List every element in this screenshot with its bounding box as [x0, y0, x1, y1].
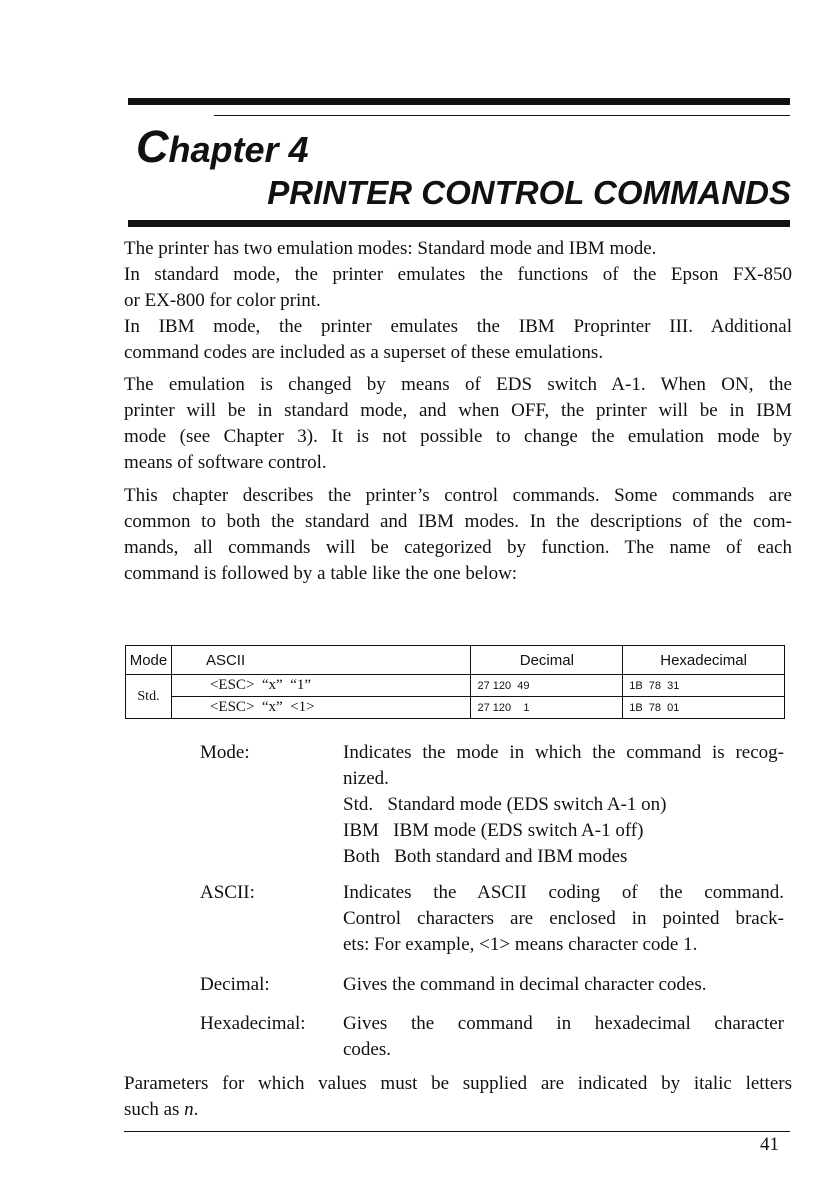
text-line: IBM IBM mode (EDS switch A-1 off) — [343, 820, 644, 841]
text-line: Gives the command in hexadecimal character — [343, 1013, 784, 1034]
text-fragment: . — [193, 1099, 199, 1120]
paragraph-chapter-description — [124, 483, 792, 587]
text-line: nized. — [343, 768, 389, 789]
text-line: Gives the command in decimal character codes. — [343, 974, 707, 995]
chapter-title: PRINTER CONTROL COMMANDS — [267, 174, 791, 211]
table-row — [126, 675, 785, 697]
decimal-cell: 27 120 1 — [471, 697, 623, 719]
desc-mode — [343, 740, 784, 870]
bottom-rule — [124, 1131, 790, 1132]
paragraph-emulation-modes — [124, 236, 792, 366]
text-line — [124, 1097, 792, 1123]
text-line: In IBM mode, the printer emulates the IBM Proprinter III. Additional — [124, 316, 792, 337]
text-line: command codes are included as a superset of these emulations. — [124, 342, 604, 363]
page-number: 41 — [760, 1134, 779, 1155]
header-decimal: Decimal — [471, 646, 623, 675]
table-header-row — [126, 646, 785, 675]
text-line: codes. — [343, 1039, 392, 1060]
title-thick-rule — [128, 220, 790, 227]
ascii-cell: <ESC> “x” “1” — [171, 675, 471, 697]
chapter-heading: Chapter 4 — [136, 121, 309, 172]
table-row — [126, 697, 785, 719]
text-line: Parameters for which values must be supplied are indicated by italic letters — [124, 1073, 792, 1094]
command-format-table — [125, 645, 785, 719]
text-fragment: such as — [124, 1099, 185, 1120]
text-line: The printer has two emulation modes: Standard mode and IBM mode. — [124, 238, 657, 259]
decimal-cell: 27 120 49 — [471, 675, 623, 697]
text-line: Indicates the ASCII coding of the command. — [343, 882, 784, 903]
hex-cell: 1B 78 01 — [623, 697, 785, 719]
desc-decimal — [343, 972, 784, 998]
text-line: Both Both standard and IBM modes — [343, 846, 628, 867]
text-line: command is followed by a table like the one below: — [124, 563, 518, 584]
text-line: or EX-800 for color print. — [124, 290, 321, 311]
header-mode: Mode — [126, 646, 172, 675]
text-line: Control characters are enclosed in pointed brack- — [343, 908, 784, 929]
paragraph-eds-switch — [124, 372, 792, 476]
term-ascii: ASCII: — [200, 882, 255, 903]
desc-ascii — [343, 880, 784, 958]
text-line: mands, all commands will be categorized by function. The name of each — [124, 537, 792, 558]
header-ascii: ASCII — [171, 646, 471, 675]
desc-hexadecimal — [343, 1011, 784, 1063]
ascii-cell: <ESC> “x” <1> — [171, 697, 471, 719]
text-line: common to both the standard and IBM modes. In the descriptions of the com- — [124, 511, 792, 532]
paragraph-parameters — [124, 1071, 792, 1123]
term-hexadecimal: Hexadecimal: — [200, 1013, 306, 1034]
text-line: This chapter describes the printer’s control commands. Some commands are — [124, 485, 792, 506]
text-line: Indicates the mode in which the command is recog- — [343, 742, 784, 763]
text-line: means of software control. — [124, 452, 327, 473]
text-line: ets: For example, <1> means character code 1. — [343, 934, 698, 955]
italic-parameter: n — [184, 1099, 194, 1120]
hex-cell: 1B 78 31 — [623, 675, 785, 697]
text-line: Std. Standard mode (EDS switch A-1 on) — [343, 794, 667, 815]
text-line: The emulation is changed by means of EDS switch A-1. When ON, the — [124, 374, 792, 395]
top-thin-rule — [214, 115, 790, 116]
header-hex: Hexadecimal — [623, 646, 785, 675]
top-thick-rule — [128, 98, 790, 105]
text-line: printer will be in standard mode, and when OFF, the printer will be in IBM — [124, 400, 792, 421]
text-line: mode (see Chapter 3). It is not possible to change the emulation mode by — [124, 426, 792, 447]
text-line: In standard mode, the printer emulates the functions of the Epson FX-850 — [124, 264, 792, 285]
term-mode: Mode: — [200, 742, 250, 763]
mode-cell: Std. — [126, 675, 172, 719]
term-decimal: Decimal: — [200, 974, 270, 995]
